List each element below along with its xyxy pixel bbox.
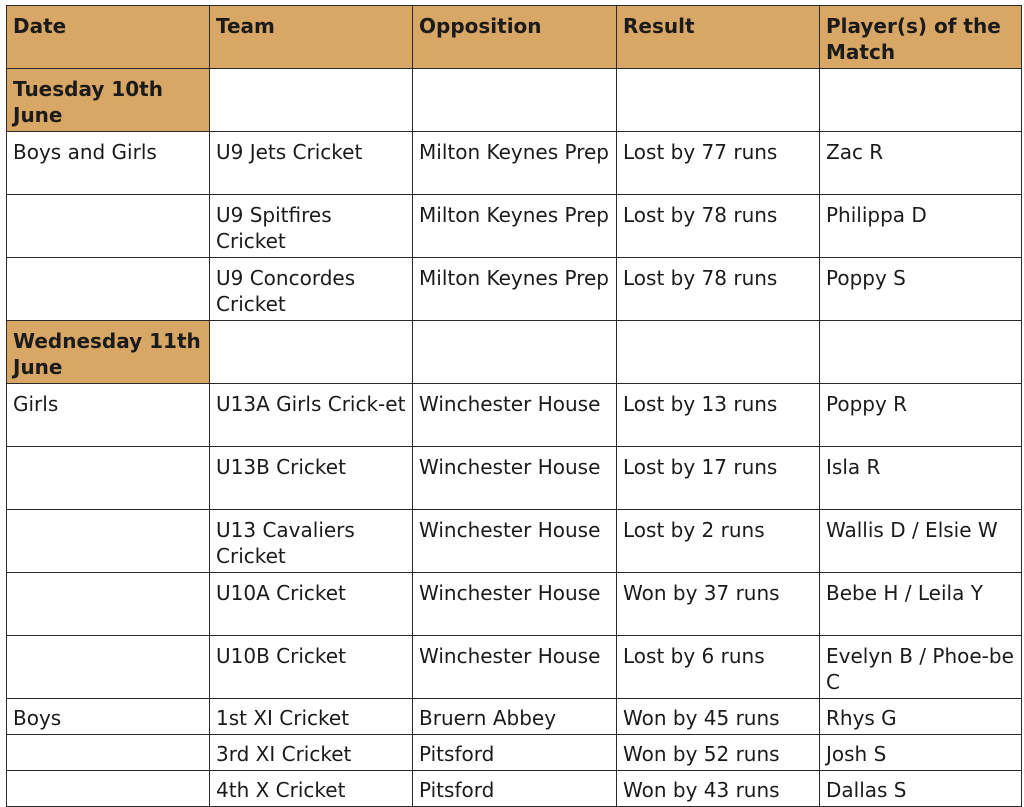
player-cell: Dallas S [820,771,1022,807]
result-cell: Won by 52 runs [617,735,820,771]
date-cell: Boys and Girls [7,132,210,195]
team-cell: U9 Concordes Cricket [210,258,413,321]
team-cell: 1st XI Cricket [210,699,413,735]
date-cell [7,258,210,321]
table-row [7,636,1022,699]
table-row [7,699,1022,735]
column-header-date: Date [7,6,210,69]
team-cell: U9 Spitfires Cricket [210,195,413,258]
team-cell: 3rd XI Cricket [210,735,413,771]
team-cell: U9 Jets Cricket [210,132,413,195]
result-cell: Lost by 78 runs [617,195,820,258]
date-cell: Girls [7,384,210,447]
column-header-team: Team [210,6,413,69]
opposition-cell: Milton Keynes Prep [413,258,617,321]
table-row [7,447,1022,510]
player-cell: Poppy R [820,384,1022,447]
date-cell: Boys [7,699,210,735]
result-cell: Won by 45 runs [617,699,820,735]
date-cell [7,573,210,636]
player-cell: Poppy S [820,258,1022,321]
player-cell: Evelyn B / Phoe-be C [820,636,1022,699]
opposition-cell: Bruern Abbey [413,699,617,735]
opposition-cell: Milton Keynes Prep [413,132,617,195]
table-row [7,735,1022,771]
column-header-opposition: Opposition [413,6,617,69]
date-cell [7,447,210,510]
date-header-row [7,321,1022,384]
team-cell: U13 Cavaliers Cricket [210,510,413,573]
date-cell [7,771,210,807]
result-cell: Lost by 77 runs [617,132,820,195]
player-cell [820,321,1022,384]
result-cell: Won by 43 runs [617,771,820,807]
result-cell: Lost by 17 runs [617,447,820,510]
result-cell: Lost by 6 runs [617,636,820,699]
opposition-cell: Milton Keynes Prep [413,195,617,258]
team-cell: U13A Girls Crick-et [210,384,413,447]
date-cell [7,636,210,699]
result-cell: Lost by 2 runs [617,510,820,573]
opposition-cell: Winchester House [413,384,617,447]
team-cell [210,69,413,132]
player-cell [820,69,1022,132]
date-header-row [7,69,1022,132]
opposition-cell: Winchester House [413,636,617,699]
table-row [7,771,1022,807]
opposition-cell: Pitsford [413,771,617,807]
date-cell: Wednesday 11th June [7,321,210,384]
player-cell: Rhys G [820,699,1022,735]
team-cell: 4th X Cricket [210,771,413,807]
player-cell: Bebe H / Leila Y [820,573,1022,636]
team-cell: U10A Cricket [210,573,413,636]
team-cell: U10B Cricket [210,636,413,699]
table-row [7,573,1022,636]
result-cell [617,321,820,384]
table-row [7,384,1022,447]
opposition-cell: Winchester House [413,510,617,573]
date-cell [7,510,210,573]
table-row [7,195,1022,258]
player-cell: Josh S [820,735,1022,771]
opposition-cell: Pitsford [413,735,617,771]
opposition-cell [413,321,617,384]
team-cell: U13B Cricket [210,447,413,510]
opposition-cell [413,69,617,132]
date-cell: Tuesday 10th June [7,69,210,132]
team-cell [210,321,413,384]
table-header-row [7,6,1022,69]
player-cell: Philippa D [820,195,1022,258]
column-header-result: Result [617,6,820,69]
opposition-cell: Winchester House [413,573,617,636]
table-row [7,510,1022,573]
fixtures-results-table [6,5,1022,807]
result-cell [617,69,820,132]
result-cell: Won by 37 runs [617,573,820,636]
player-cell: Isla R [820,447,1022,510]
date-cell [7,195,210,258]
table-row [7,258,1022,321]
opposition-cell: Winchester House [413,447,617,510]
player-cell: Wallis D / Elsie W [820,510,1022,573]
column-header-player-of-match: Player(s) of the Match [820,6,1022,69]
date-cell [7,735,210,771]
result-cell: Lost by 78 runs [617,258,820,321]
result-cell: Lost by 13 runs [617,384,820,447]
table-row [7,132,1022,195]
player-cell: Zac R [820,132,1022,195]
